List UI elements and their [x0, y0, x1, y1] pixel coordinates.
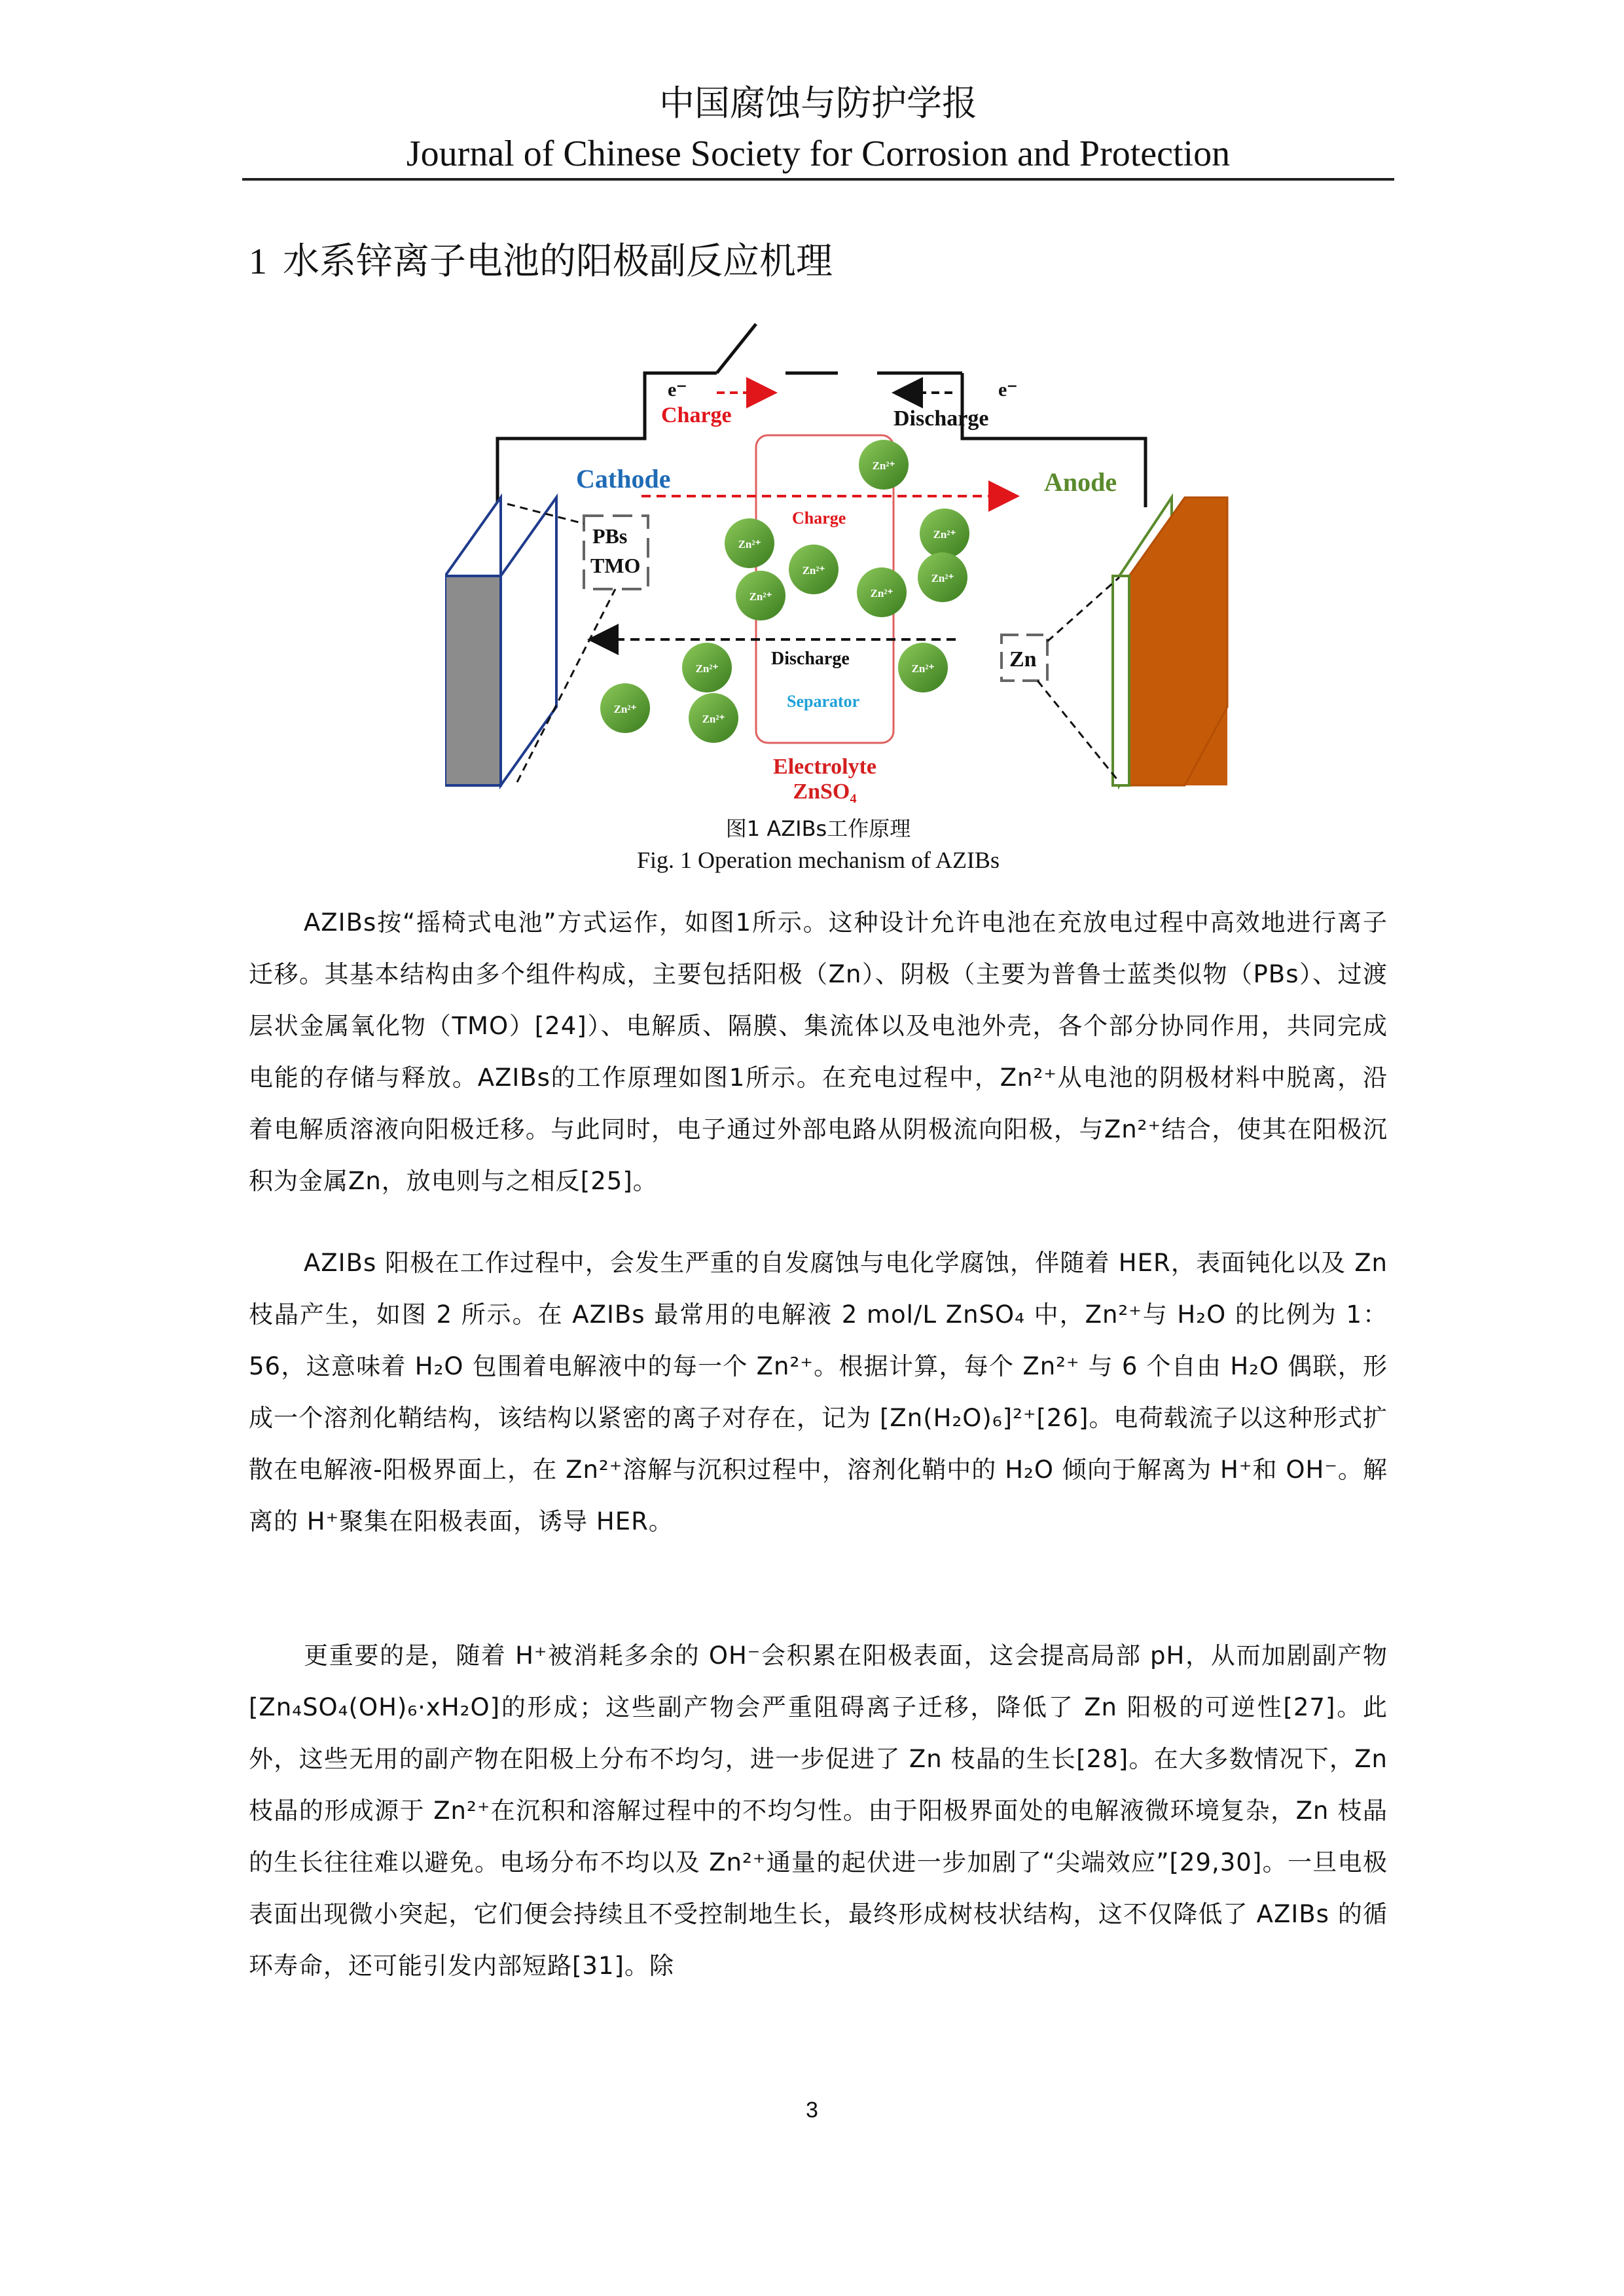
header-divider — [242, 178, 1394, 181]
zn-ion — [859, 440, 909, 490]
zn-ion-label: Zn²⁺ — [931, 572, 954, 584]
electron-label-left: e⁻ — [668, 379, 687, 401]
zn-ion-label: Zn²⁺ — [702, 713, 725, 725]
cathode-label: Cathode — [576, 464, 671, 493]
zn-ion — [857, 567, 907, 617]
zn-ion — [600, 683, 650, 733]
anode-callout-line-top — [1047, 577, 1119, 641]
paragraph: AZIBs 阳极在工作过程中，会发生严重的自发腐蚀与电化学腐蚀，伴随着 HER，表面钝化以及 Zn 枝晶产生，如图 2 所示。在 AZIBs 最常用的电解液 2 mol/L ZnSO₄ 中，Zn²⁺与 H₂O 的比例为 1：56，这意味着 H₂O 包围着电解液中的每一个 Zn²⁺。根据计算，每个 Zn²⁺ 与 6 个自由 H₂O 偶联，形成一个溶剂化鞘结构，该结构以紧密的离子对存在，记为 [Zn(H₂O)₆]²⁺[26]。电荷载流子以这种形式扩散在电解液-阳极界面上，在 Zn²⁺溶解与沉积过程中，溶剂化鞘中的 H₂O 倾向于解离为 H⁺和 OH⁻。解离的 H⁺聚集在阳极表面，诱导 HER。 — [249, 1249, 1388, 1535]
discharge-label-mid: Discharge — [771, 649, 850, 669]
zn-ion — [689, 693, 738, 743]
anode-electrode — [1113, 497, 1227, 785]
zn-ion — [682, 643, 732, 692]
page-header — [242, 77, 1394, 178]
cathode-electrode — [445, 497, 556, 785]
electron-label-right: e⁻ — [998, 379, 1018, 401]
journal-title-en: Journal of Chinese Society for Corrosion and Protection — [406, 134, 1231, 174]
journal-title-cn: 中国腐蚀与防护学报 — [659, 82, 977, 124]
znso4-label: ZnSO₄ — [793, 780, 857, 804]
pbs-label: PBs — [592, 524, 628, 548]
discharge-label-top: Discharge — [893, 406, 989, 431]
zn-ion — [918, 552, 967, 602]
page-number: 3 — [806, 2098, 818, 2123]
zn-ion-label: Zn²⁺ — [911, 662, 935, 675]
zn-ion-label: Zn²⁺ — [749, 590, 772, 603]
paragraph: 更重要的是，随着 H⁺被消耗多余的 OH⁻会积累在阳极表面，这会提高局部 pH，从而加剧副产物[Zn₄SO₄(OH)₆·xH₂O]的形成；这些副产物会严重阻碍离子迁移，降低了 Zn 阳极的可逆性[27]。此外，这些无用的副产物在阳极上分布不均匀，进一步促进了 Zn 枝晶的生长[28]。在大多数情况下，Zn 枝晶的形成源于 Zn²⁺在沉积和溶解过程中的不均匀性。由于阳极界面处的电解液微环境复杂，Zn 枝晶的生长往往难以避免。电场分布不均以及 Zn²⁺通量的起伏进一步加剧了“尖端效应”[29,30]。一旦电极表面出现微小突起，它们便会持续且不受控制地生长，最终形成树枝状结构，这不仅降低了 AZIBs 的循环寿命，还可能引发内部短路[31]。除 — [249, 1641, 1388, 1980]
electrolyte-label: Electrolyte — [773, 755, 876, 779]
charge-label-mid: Charge — [792, 509, 846, 528]
tmo-label: TMO — [590, 554, 641, 577]
zn-ion-label: Zn²⁺ — [933, 528, 956, 541]
anode-callout-line-bottom — [1038, 681, 1119, 782]
zn-ion-label: Zn²⁺ — [695, 662, 719, 675]
battery-mechanism-figure — [445, 308, 1231, 818]
separator-label: Separator — [787, 692, 860, 711]
section-title: 水系锌离子电池的阳极副反应机理 — [283, 240, 833, 283]
section-heading — [249, 232, 833, 285]
zn-ion-label: Zn²⁺ — [872, 459, 895, 472]
charge-label-top: Charge — [661, 403, 732, 427]
paragraph: AZIBs按“摇椅式电池”方式运作，如图1所示。这种设计允许电池在充放电过程中高效地进行离子迁移。其基本结构由多个组件构成，主要包括阳极（Zn）、阴极（主要为普鲁士蓝类似物（PBs）、过渡层状金属氧化物（TMO）[24]）、电解质、隔膜、集流体以及电池外壳，各个部分协同作用，共同完成电能的存储与释放。AZIBs的工作原理如图1所示。在充电过程中，Zn²⁺从电池的阴极材料中脱离，沿着电解质溶液向阳极迁移。与此同时，电子通过外部电路从阴极流向阳极，与Zn²⁺结合，使其在阳极沉积为金属Zn，放电则与之相反[25]。 — [249, 908, 1388, 1195]
figure-caption-cn: 图1 AZIBs工作原理 — [725, 816, 911, 841]
zn-label: Zn — [1009, 647, 1037, 672]
zn-ion-label: Zn²⁺ — [802, 564, 825, 577]
zn-ion-label: Zn²⁺ — [738, 538, 761, 550]
zn-ion-label: Zn²⁺ — [870, 587, 893, 600]
zn-ion — [736, 571, 785, 620]
zn-ion — [725, 518, 774, 568]
zn-ion — [789, 545, 839, 594]
section-number: 1 — [249, 242, 267, 282]
zn-ion-label: Zn²⁺ — [613, 703, 637, 715]
zn-ion — [898, 643, 948, 692]
zn-ion — [920, 509, 969, 558]
anode-label: Anode — [1044, 467, 1117, 497]
figure-caption-en: Fig. 1 Operation mechanism of AZIBs — [637, 847, 1000, 873]
